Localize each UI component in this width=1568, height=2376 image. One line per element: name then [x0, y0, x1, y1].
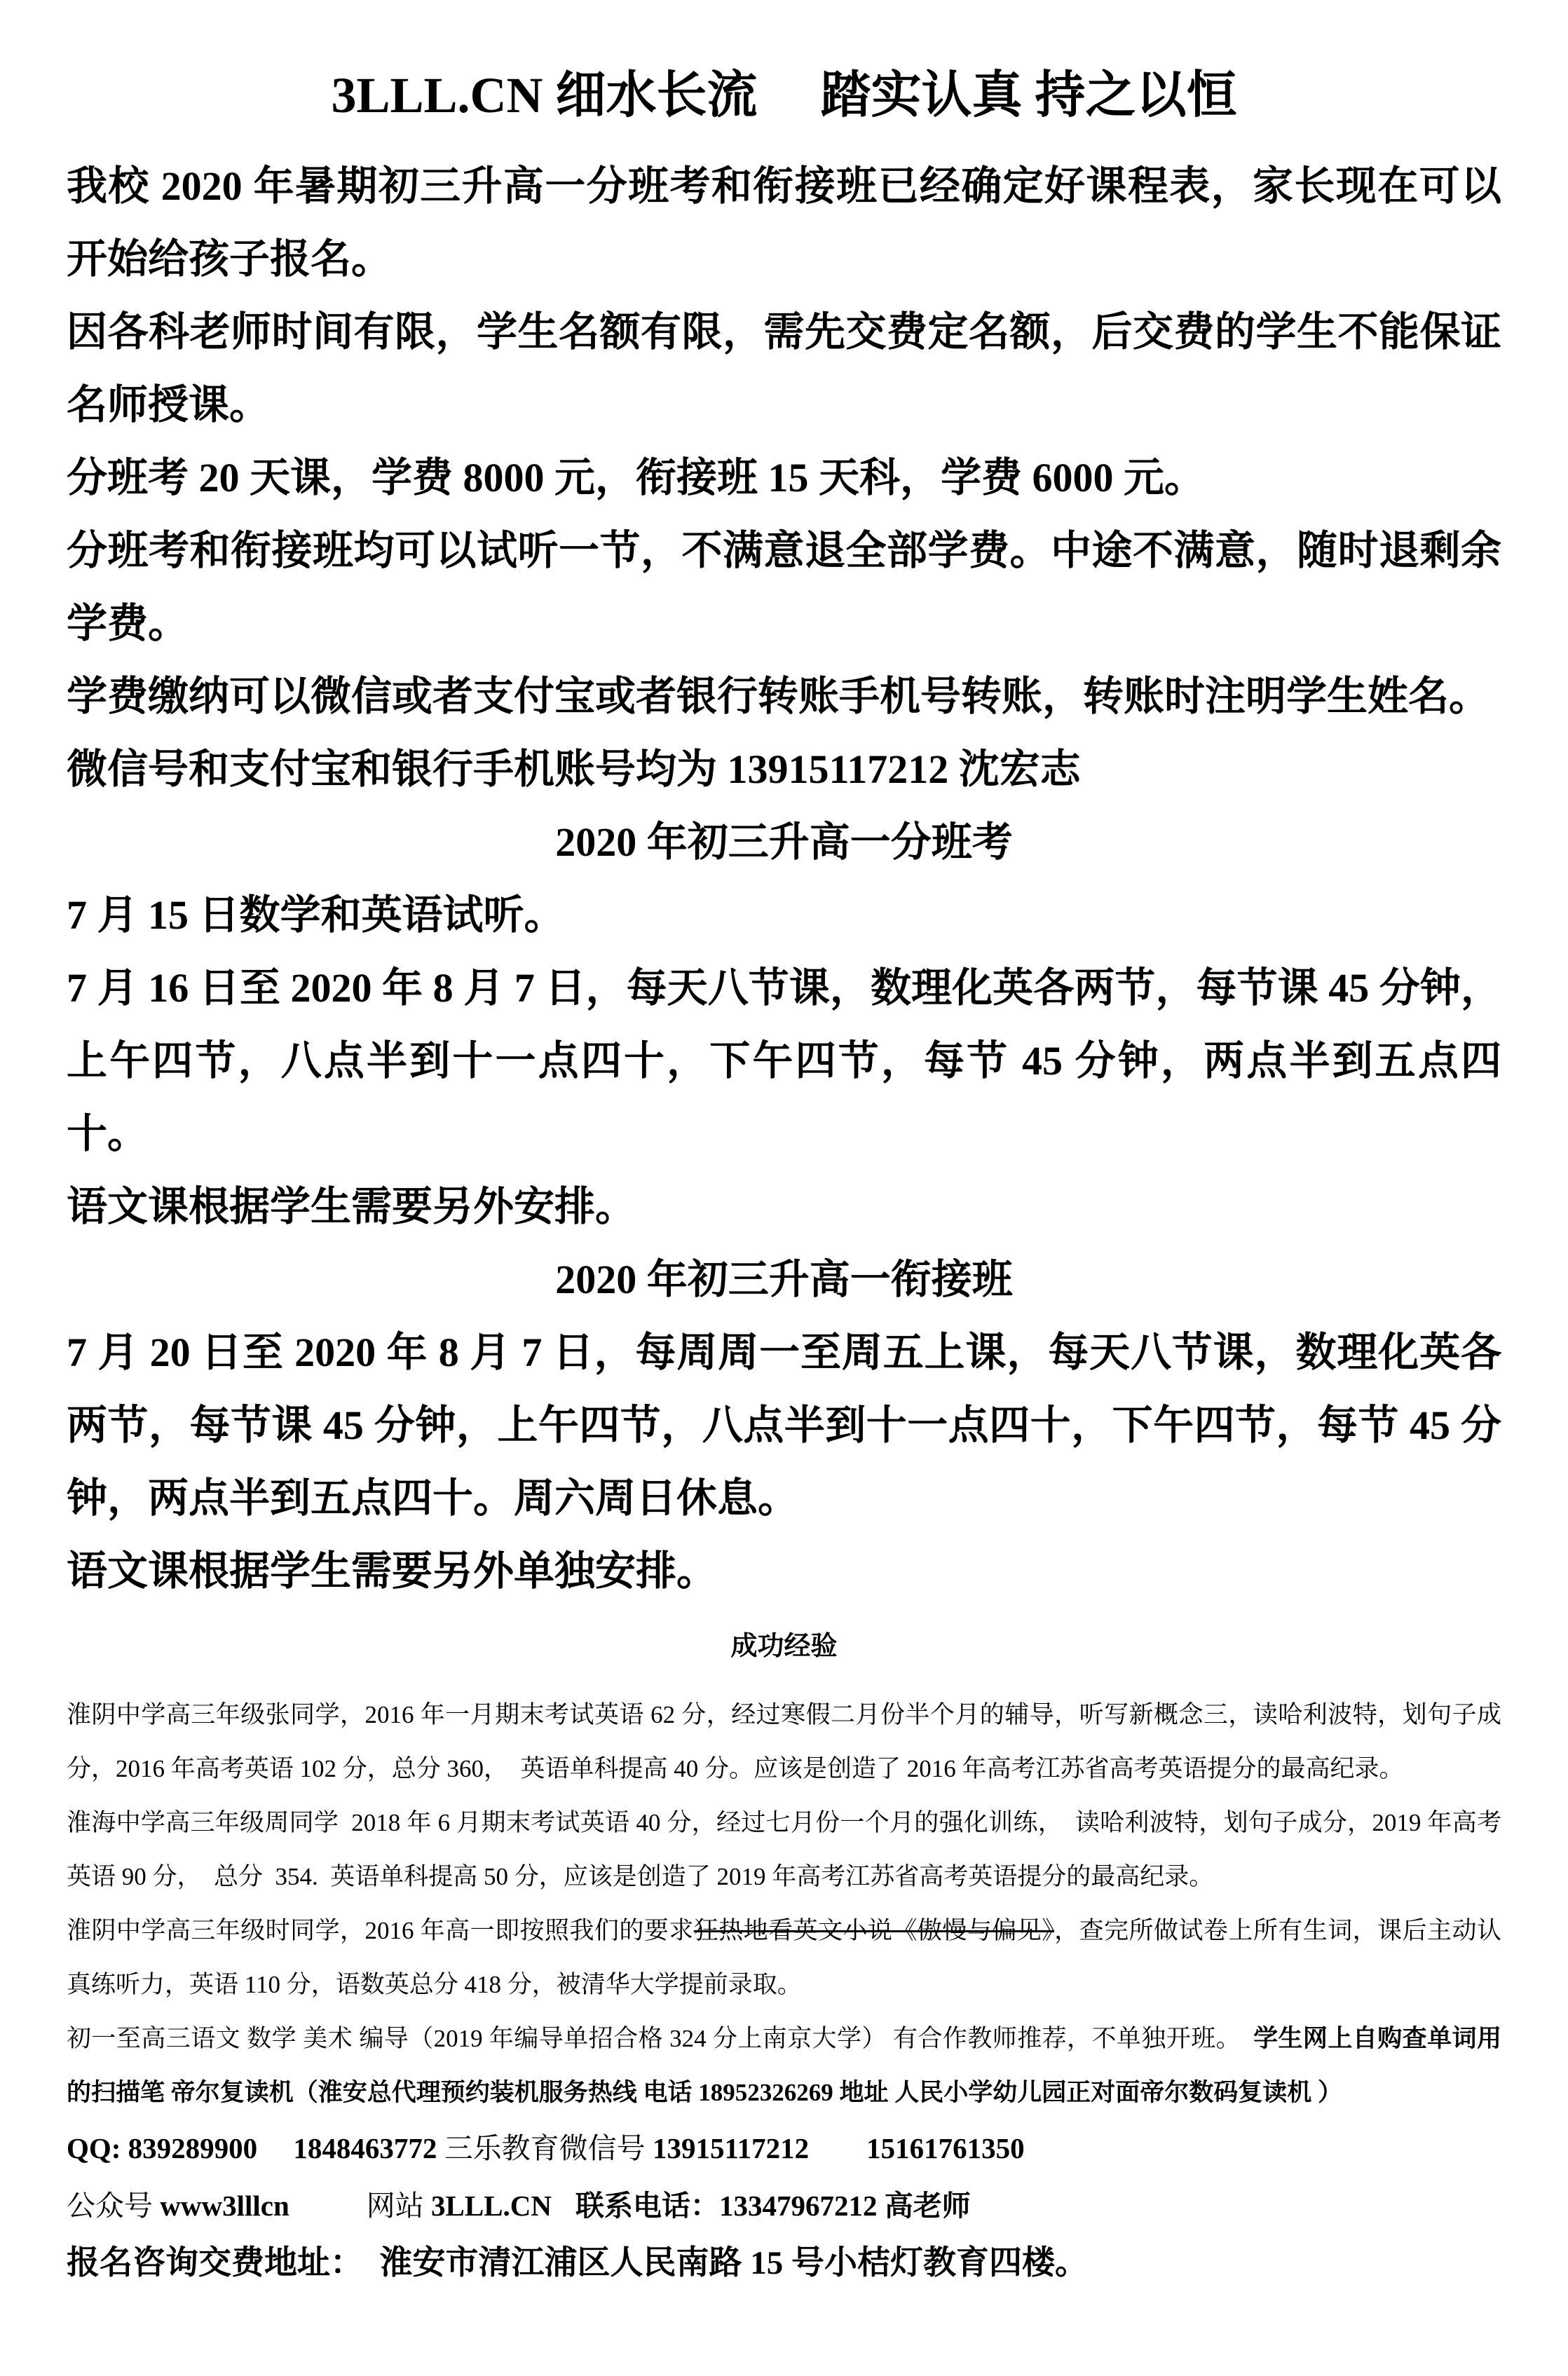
- qq-wechat-line: [67, 2119, 1501, 2177]
- website-value: 3LLL.CN: [431, 2190, 552, 2222]
- success-stories-heading: 成功经验: [730, 1632, 838, 1661]
- success-story-1: 淮阴中学高三年级张同学，2016 年一月期末考试英语 62 分，经过寒假二月份半个月的辅导，听写新概念三，读哈利波特，划句子成分，2016 年高考英语 102 分，总分 360， 英语单科提高 40 分。应该是创造了 2016 年高考江苏省高考英语提分的最高纪录。: [67, 1701, 1501, 1782]
- courses-and-devices-note: [67, 2012, 1501, 2119]
- address-line: [67, 2234, 1501, 2292]
- success-story-3-text-after: ，查完所做试卷上所有生词，课后主动认真练听力，英语 110 分，语数英总分 418 分，被清华大学提前录取。: [67, 1917, 1501, 1998]
- scanner-pen-note-text: 学生网上自购查单词用的扫描笔 帝尔复读机（淮安总代理预约装机服务热线 电话 18952326269 地址 人民小学幼儿园正对面帝尔数码复读机 ）: [67, 2025, 1501, 2106]
- intro-paragraph-5: 学费缴纳可以微信或者支付宝或者银行转账手机号转账，转账时注明学生姓名。: [67, 674, 1490, 719]
- intro-paragraph-4: 分班考和衔接班均可以试听一节，不满意退全部学费。中途不满意，随时退剩余学费。: [67, 528, 1501, 646]
- bridging-class-paragraph-2: 语文课根据学生需要另外单独安排。: [67, 1548, 718, 1594]
- placement-exam-paragraph-2: 7 月 16 日至 2020 年 8 月 7 日，每天八节课，数理化英各两节，每节课 45 分钟，上午四节，八点半到十一点四十，下午四节，每节 45 分钟，两点半到五点四十。: [67, 965, 1501, 1156]
- intro-paragraph-2: 因各科老师时间有限，学生名额有限，需先交费定名额，后交费的学生不能保证名师授课。: [67, 309, 1501, 428]
- intro-paragraph-6: 微信号和支付宝和银行手机账号均为 13915117212 沈宏志: [67, 746, 1081, 792]
- official-account-label: 公众号: [67, 2190, 153, 2222]
- intro-section: [67, 150, 1501, 806]
- placement-exam-section: [67, 806, 1501, 1243]
- wechat-numbers: 13915117212 15161761350: [652, 2132, 1025, 2164]
- address-label: 报名咨询交费地址：: [67, 2245, 380, 2281]
- success-story-3-text-before: 淮阴中学高三年级时同学，2016 年高一即按照我们的要求: [67, 1917, 694, 1944]
- bridging-class-section: [67, 1243, 1501, 1608]
- success-stories-section: [67, 1688, 1501, 2119]
- placement-exam-heading: 2020 年初三升高一分班考: [555, 819, 1013, 865]
- official-account-value: www3lllcn: [160, 2190, 289, 2222]
- wechat-label: 三乐教育微信号: [444, 2132, 646, 2164]
- success-story-3-strikethrough-text: 狂热地看英文小说《傲慢与偏见》: [693, 1917, 1055, 1944]
- address-value: 淮安市清江浦区人民南路 15 号小桔灯教育四楼。: [379, 2245, 1088, 2281]
- success-story-2: 淮海中学高三年级周同学 2018 年 6 月期末考试英语 40 分，经过七月份一个月的强化训练， 读哈利波特，划句子成分，2019 年高考英语 90 分， 总分 354. 英语单科提高 50 分，应该是创造了 2019 年高考江苏省高考英语提分的最高纪录。: [67, 1809, 1501, 1890]
- intro-paragraph-3: 分班考 20 天课，学费 8000 元，衔接班 15 天科，学费 6000 元。: [67, 455, 1206, 500]
- intro-paragraph-1: 我校 2020 年暑期初三升高一分班考和衔接班已经确定好课程表，家长现在可以开始给孩子报名。: [67, 163, 1501, 282]
- success-story-3: [67, 1904, 1501, 2012]
- bridging-class-paragraph-1: 7 月 20 日至 2020 年 8 月 7 日，每周周一至周五上课，每天八节课，数理化英各两节，每节课 45 分钟，上午四节，八点半到十一点四十，下午四节，每节 45 分钟，两点半到五点四十。周六周日休息。: [67, 1330, 1501, 1521]
- qq-numbers: QQ: 839289900 1848463772: [67, 2132, 437, 2164]
- courses-note-text: 初一至高三语文 数学 美术 编导（2019 年编导单招合格 324 分上南京大学） 有合作教师推荐，不单独开班。: [67, 2025, 1254, 2052]
- website-label: 网站: [366, 2190, 424, 2222]
- placement-exam-paragraph-3: 语文课根据学生需要另外安排。: [67, 1184, 636, 1229]
- website-phone-line: [67, 2177, 1501, 2234]
- phone-and-teacher: 联系电话：13347967212 高老师: [575, 2190, 971, 2222]
- contact-section: [67, 2119, 1501, 2292]
- placement-exam-paragraph-1: 7 月 15 日数学和英语试听。: [67, 892, 565, 938]
- bridging-class-heading: 2020 年初三升高一衔接班: [555, 1257, 1013, 1302]
- page-title: 3LLL.CN 细水长流 踏实认真 持之以恒: [331, 67, 1237, 123]
